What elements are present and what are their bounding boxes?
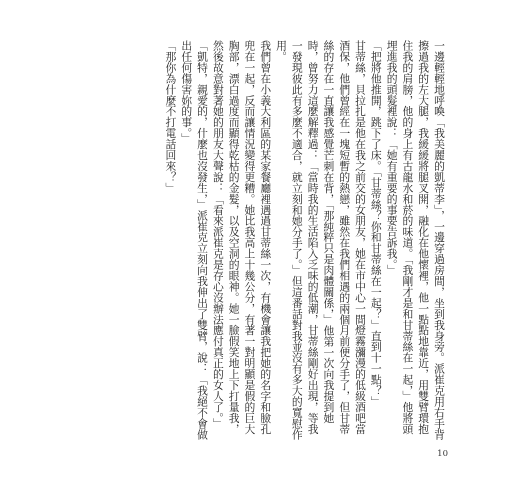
paragraph: 我們曾在小義大利區的某家餐廳裡遇過甘蒂絲一次，有機會讓我把她的名字和臉孔兜在一起，反而讓情況變得更糟。她比我高上十幾公分，有著一對明顯是假的巨大胸部，漂白過度而顯得乾枯的金髮，以及空洞的眼神。她一臉假笑地上下打量我，然後故意對著她的朋友大聲說：「看來派崔克是存心沒辦法應付真正的女人了。」 bbox=[211, 40, 273, 435]
paragraph: 「凱特，親愛的，什麼也沒發生，」派崔克立刻向我伸出了雙臂，說：「我絕不會做出任何傷害妳的事。」 bbox=[180, 40, 210, 440]
paragraph: 甘蒂絲，貝拉扎是他在我之前交的女朋友，她在市中心一間燈霧瀰漫的低級酒吧當酒保，他們曾經在一塊短暫的熱戀，雖然在我們相遇的兩個月前便分手了，但甘蒂絲的存在一直讓我感覺芒刺在背，「那純粹只是肉體關係，」他第一次向我提到她時，曾努力這麼解釋過：「當時我的生活陷入乏味的低潮，甘蒂絲剛好出現，等我一發現彼此有多麼不適合，就立刻和她分手了。」但這番話對我並沒有多大的寬慰作用。 bbox=[275, 40, 368, 440]
paragraph: 「把將他推開，跳下了床。「甘蒂絲？你和甘蒂絲在一起？」直到十一點？」 bbox=[369, 40, 383, 407]
paragraph: 一邊輕輕地呼喚「我美麗的凱蒂李」，一邊穿過房間，坐到我身旁。派崔克用右手背擦過我的左大腿，我緩緩將腿叉開，融化在他懷裡，他一點點地靠近，用雙臂環抱住我的肩膀，他的身上有古龍水和菸的味道。「我剛才是和甘蒂絲在一起，」他將頭埋進我的頭髮裡說：「她有重要的事要告訴我。」 bbox=[385, 40, 446, 440]
body-text bbox=[127, 40, 447, 440]
paragraph: 「那你為什麼不打電話回來？」 bbox=[164, 40, 178, 194]
page-number: 10 bbox=[437, 449, 448, 459]
